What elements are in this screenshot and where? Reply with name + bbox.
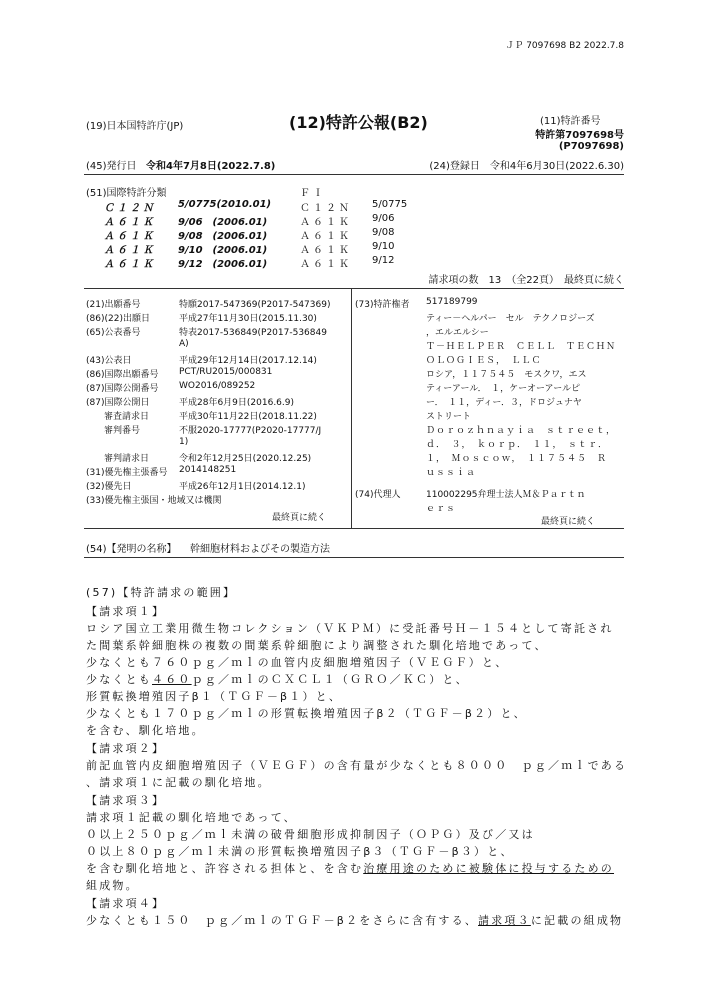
- claim-line: 少なくとも１７０ｐｇ／ｍｌの形質転換増殖因子β２（ＴＧＦ－β２）と、: [86, 707, 527, 720]
- ipc-class: Ａ６１Ｋ: [104, 217, 156, 228]
- fi-class: Ａ６１Ｋ: [300, 245, 352, 256]
- patentee-line: ｕｓｓｉａ: [426, 468, 477, 478]
- header-rule: [84, 174, 624, 175]
- biblio-label: 審査請求日: [86, 412, 150, 422]
- biblio-top-rule: [84, 288, 624, 289]
- patentee-line: １， Ｍｏｓｃｏｗ， １１７５４５ Ｒ: [426, 454, 608, 464]
- left-continued: 最終頁に続く: [272, 513, 327, 523]
- biblio-value: 平成26年12月1日(2014.12.1): [179, 482, 306, 492]
- patentee-line: Ｔ－ＨＥＬＰＥＲ ＣＥＬＬ ＴＥＣＨＮ: [426, 342, 617, 352]
- claims-heading: (57)【特許請求の範囲】: [86, 586, 237, 599]
- biblio-label: (21)出願番号: [86, 300, 141, 310]
- agent-line: ｅｒｓ: [426, 504, 457, 514]
- biblio-label: (31)優先権主張番号: [86, 468, 168, 478]
- claim-line: 、請求項１に記載の馴化培地。: [86, 776, 271, 789]
- biblio-value: 平成27年11月30日(2015.11.30): [179, 314, 317, 324]
- ipc-class: Ｃ１２Ｎ: [104, 203, 156, 214]
- biblio-value: 平成30年11月22日(2018.11.22): [179, 412, 317, 422]
- gazette-title: (12)特許公報(B2): [289, 113, 428, 132]
- biblio-label: 審判請求日: [86, 454, 150, 464]
- patentee-label: (73)特許権者: [355, 300, 410, 310]
- biblio-label: (43)公表日: [86, 356, 132, 366]
- fi-class: Ｃ１２Ｎ: [300, 203, 352, 214]
- biblio-label: (87)国際公開日: [86, 398, 150, 408]
- fi-code: 9/06: [372, 213, 395, 224]
- claim-text: 少なくとも１５０ ｐｇ／ｍｌのＴＧＦ－β２をさらに含有する、: [86, 914, 479, 927]
- pub-number: 特許第7097698号: [535, 130, 624, 141]
- biblio-value: 1): [179, 437, 189, 447]
- patentee-line: ティーアール． １，ケーオーアールピ: [426, 384, 581, 394]
- ipc-code: 5/0775(2010.01): [178, 199, 272, 210]
- claim-text: に記載の組成物: [530, 914, 624, 927]
- ipc-code: 9/12 (2006.01): [178, 259, 268, 270]
- fi-label: ＦＩ: [300, 188, 326, 199]
- claim-heading: 【請求項１】: [86, 605, 166, 618]
- issue-date: 令和4年7月8日(2022.7.8): [146, 161, 276, 172]
- biblio-bottom-rule: [84, 528, 624, 529]
- claim-heading: 【請求項３】: [86, 794, 166, 807]
- claim-heading: 【請求項４】: [86, 897, 166, 910]
- ipc-code: 9/08 (2006.01): [178, 231, 268, 242]
- issue-label: (45)発行日: [86, 161, 137, 172]
- ipc-class: Ａ６１Ｋ: [104, 231, 156, 242]
- pub-number-label: (11)特許番号: [540, 116, 601, 127]
- claim-line: 請求項１記載の馴化培地であって、: [86, 811, 297, 824]
- biblio-label: (33)優先権主張国・地域又は機関: [86, 496, 222, 506]
- biblio-divider: [351, 288, 352, 528]
- registration-date: (24)登録日 令和4年6月30日(2022.6.30): [429, 161, 624, 172]
- patentee-line: ティー－ヘルパー セル テクノロジーズ: [426, 314, 595, 324]
- claim-line: [86, 671, 469, 687]
- biblio-value: PCT/RU2015/000831: [179, 367, 273, 377]
- claim-line: ロシア国立工業用微生物コレクション（ＶＫＰＭ）に受託番号Ｈ－１５４として寄託され: [86, 622, 614, 635]
- biblio-label: (86)国際出願番号: [86, 370, 159, 380]
- ipc-code: 9/06 (2006.01): [178, 217, 268, 228]
- fi-class: Ａ６１Ｋ: [300, 231, 352, 242]
- biblio-value: A): [179, 339, 189, 349]
- biblio-label: (87)国際公開番号: [86, 384, 159, 394]
- claim-text: を含む馴化培地と、許容される担体と、を含む: [86, 862, 364, 875]
- ipc-label: (51)国際特許分類: [86, 188, 167, 199]
- fi-code: 5/0775: [372, 199, 408, 210]
- claim-text: ｐｇ／ｍｌのＣＸＣＬ１（ＧＲＯ／ＫＣ）と、: [191, 673, 469, 686]
- fi-class: Ａ６１Ｋ: [300, 259, 352, 270]
- claim-underlined-text: 請求項３: [478, 914, 531, 927]
- biblio-label: (32)優先日: [86, 482, 132, 492]
- biblio-value: 特表2017-536849(P2017-536849: [179, 328, 327, 338]
- ipc-class: Ａ６１Ｋ: [104, 259, 156, 270]
- patentee-line: ＯＬＯＧＩＥＳ， ＬＬＣ: [426, 356, 542, 366]
- claim-line: 組成物。: [86, 879, 139, 892]
- claim-line: を含む、馴化培地。: [86, 724, 205, 737]
- claim-text: 少なくとも: [86, 673, 152, 686]
- biblio-label: 審判番号: [86, 426, 141, 436]
- title-label: (54)【発明の名称】: [86, 544, 177, 555]
- claim-line: ０以上８０ｐｇ／ｍｌ未満の形質転換増殖因子β３（ＴＧＦ－β３）と、: [86, 845, 514, 858]
- office-name: (19)日本国特許庁(JP): [86, 121, 184, 132]
- claim-line: た間葉系幹細胞株の複数の間葉系幹細胞により調整された馴化培地であって、: [86, 639, 548, 652]
- patentee-line: ｄ． ３， ｋｏｒｐ． １１， ｓｔｒ．: [426, 440, 609, 450]
- title-rule: [84, 557, 624, 558]
- ipc-code: 9/10 (2006.01): [178, 245, 268, 256]
- patentee-line: 517189799: [426, 297, 478, 307]
- claim-line: [86, 912, 623, 928]
- biblio-value: 平成28年6月9日(2016.6.9): [179, 398, 295, 408]
- biblio-label: (86)(22)出願日: [86, 314, 150, 324]
- patentee-line: ー． １１，ディー．３，ドロジュナヤ: [426, 398, 582, 408]
- claim-heading: 【請求項２】: [86, 742, 166, 755]
- biblio-value: 平成29年12月14日(2017.12.14): [179, 356, 317, 366]
- claim-line: ０以上２５０ｐｇ／ｍｌ未満の破骨細胞形成抑制因子（ＯＰＧ）及び／又は: [86, 828, 535, 841]
- biblio-value: WO2016/089252: [179, 381, 256, 391]
- claim-line: 少なくとも７６０ｐｇ／ｍｌの血管内皮細胞増殖因子（ＶＥＧＦ）と、: [86, 656, 509, 669]
- claim-underlined-text: ４６０: [152, 673, 192, 686]
- right-continued: 最終頁に続く: [541, 517, 596, 527]
- agent-line: 110002295弁理士法人Ｍ＆Ｐａｒｔｎ: [426, 490, 586, 500]
- biblio-value: 不服2020-17777(P2020-17777/J: [179, 426, 322, 436]
- patentee-line: ，エルエルシー: [426, 328, 489, 338]
- claim-line: 前記血管内皮細胞増殖因子（ＶＥＧＦ）の含有量が少なくとも８０００ ｐｇ／ｍｌである: [86, 759, 628, 772]
- ipc-class: Ａ６１Ｋ: [104, 245, 156, 256]
- pub-code: (P7097698): [558, 141, 624, 152]
- patentee-line: ストリート: [426, 412, 472, 422]
- agent-label: (74)代理人: [355, 490, 401, 500]
- fi-code: 9/10: [372, 241, 395, 252]
- fi-code: 9/08: [372, 227, 395, 238]
- patentee-line: ロシア，１１７５４５ モスクワ，エス: [426, 370, 587, 380]
- invention-title: 幹細胞材料およびその製造方法: [190, 544, 330, 555]
- doc-reference: ＪＰ 7097698 B2 2022.7.8: [505, 41, 624, 51]
- claim-line: [86, 860, 614, 876]
- claims-count: 請求項の数 13 （全22頁） 最終頁に続く: [428, 275, 624, 286]
- biblio-value: 特願2017-547369(P2017-547369): [179, 300, 331, 310]
- biblio-value: 2014148251: [179, 465, 237, 475]
- biblio-value: 令和2年12月25日(2020.12.25): [179, 454, 312, 464]
- fi-class: Ａ６１Ｋ: [300, 217, 352, 228]
- claim-underlined-text: 治療用途のために被験体に投与するための: [363, 862, 615, 875]
- biblio-label: (65)公表番号: [86, 328, 141, 338]
- claim-line: 形質転換増殖因子β１（ＴＧＦ－β１）と、: [86, 690, 343, 703]
- patentee-line: Ｄｏｒｏｚｈｎａｙｉａ ｓｔｒｅｅｔ，: [426, 426, 617, 436]
- fi-code: 9/12: [372, 255, 395, 266]
